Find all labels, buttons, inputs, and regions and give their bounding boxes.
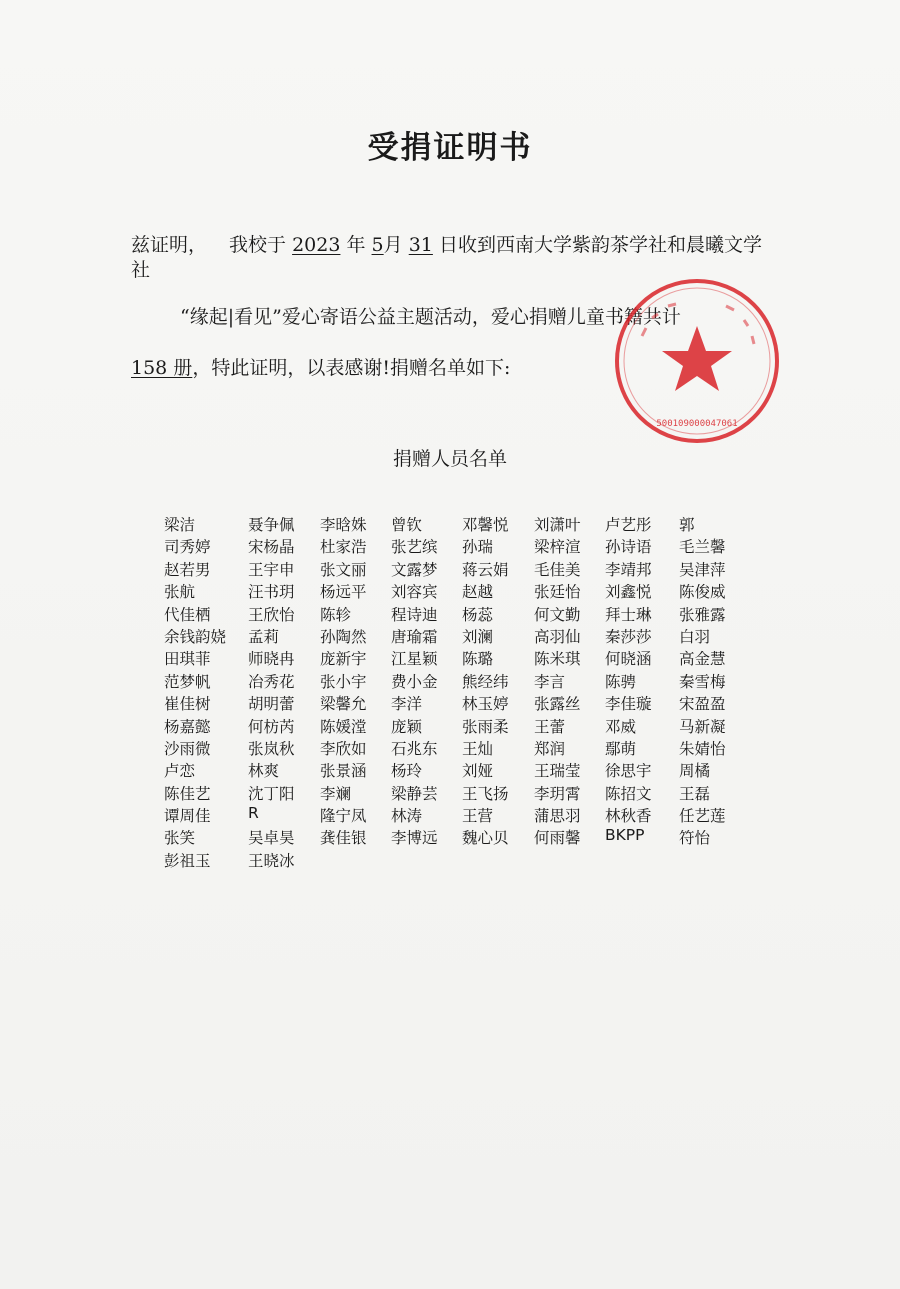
donor-name: 任艺莲 <box>679 807 726 826</box>
certificate-line-4 <box>131 353 510 380</box>
donor-name: 王蕾 <box>534 717 566 736</box>
donor-name: 杨蕊 <box>462 605 494 624</box>
donor-name: 徐思宇 <box>605 762 652 781</box>
year-unit: 年 <box>346 234 366 256</box>
donor-name: 汪书玥 <box>248 583 295 602</box>
certificate-line-3: “缘起|看见”爱心寄语公益主题活动，爱心捐赠儿童书籍共计 <box>180 306 681 328</box>
donor-name: 梁静芸 <box>391 784 438 803</box>
donor-name: 杨玲 <box>391 762 423 781</box>
donor-name: 梁馨允 <box>320 695 367 714</box>
donor-name: 师晓冉 <box>248 650 295 669</box>
donor-name: 赵若男 <box>164 560 211 579</box>
donor-name: 王瑞莹 <box>534 762 581 781</box>
donor-name: 庞颖 <box>391 717 423 736</box>
donor-name: 陈俊威 <box>679 583 726 602</box>
donor-name: 王灿 <box>462 739 494 758</box>
donor-name: 孙陶然 <box>320 627 367 646</box>
donor-name: 马新凝 <box>679 717 726 736</box>
donor-name: 吴卓昊 <box>248 829 295 848</box>
donor-name: 龚佳银 <box>320 829 367 848</box>
donor-name: 秦雪梅 <box>679 672 726 691</box>
donor-name: 胡明蕾 <box>248 695 295 714</box>
donor-name: 张景涵 <box>320 762 367 781</box>
donor-name: 杨远平 <box>320 583 367 602</box>
donor-name: 何雨馨 <box>534 829 581 848</box>
donor-name: 费小金 <box>391 672 438 691</box>
month-value: 5 <box>371 234 384 256</box>
donor-name: 王营 <box>462 807 494 826</box>
donor-name: 杨嘉懿 <box>164 717 211 736</box>
donor-name: 宋盈盈 <box>679 695 726 714</box>
donor-name: 张笑 <box>164 829 196 848</box>
line1-school: 我校于 <box>229 234 287 256</box>
donor-name: 刘鑫悦 <box>605 583 652 602</box>
donor-name: 蒲思羽 <box>534 807 581 826</box>
donor-name: 邓威 <box>605 717 637 736</box>
donor-name: 聂争佩 <box>248 516 295 534</box>
donor-name: 张小宇 <box>320 672 367 691</box>
donor-name: 蒋云娟 <box>462 560 509 579</box>
donor-name: 毛兰馨 <box>679 538 726 557</box>
donor-name: 郑润 <box>534 739 566 758</box>
donor-name: 李洋 <box>391 695 423 714</box>
donor-name: 孟莉 <box>248 627 280 646</box>
donor-name: 何文勤 <box>534 605 581 624</box>
donor-name: 张露丝 <box>534 695 581 714</box>
donor-name: 李晗姝 <box>320 516 367 534</box>
donor-name: 何枋芮 <box>248 717 295 736</box>
donor-name: 李靖邦 <box>605 560 652 579</box>
donor-name: 庞新宇 <box>320 650 367 669</box>
donor-name: 张艺缤 <box>391 538 438 557</box>
donor-name: 林玉婷 <box>462 695 509 714</box>
donor-name: 陈招文 <box>605 784 652 803</box>
donor-name: 刘澜 <box>462 627 494 646</box>
donor-name: 朱婧怡 <box>679 739 726 758</box>
donor-name: 吴津萍 <box>679 560 726 579</box>
donor-name: 杜家浩 <box>320 538 367 557</box>
donor-name: 陈璐 <box>462 650 494 669</box>
certificate-line-2: 社 <box>131 259 151 281</box>
donor-name-grid <box>164 513 739 871</box>
donor-name: 田琪菲 <box>164 650 211 669</box>
donor-name: 林涛 <box>391 807 423 826</box>
donor-name: 陈米琪 <box>534 650 581 669</box>
donor-name: 江星颖 <box>391 650 438 669</box>
donor-name: 孙诗语 <box>605 538 652 557</box>
day-value: 31 <box>408 234 433 256</box>
donor-name: 隆宁凤 <box>320 807 367 826</box>
donor-name: 沈丁阳 <box>248 784 295 803</box>
donor-name: 唐瑜霜 <box>391 627 438 646</box>
donor-name: 李言 <box>534 672 566 691</box>
donor-name: 卢恋 <box>164 762 196 781</box>
donor-name: 谭周佳 <box>164 807 211 826</box>
donor-name: 张雨柔 <box>462 717 509 736</box>
donor-name: 张航 <box>164 583 196 602</box>
donor-name: 秦莎莎 <box>605 627 652 646</box>
donor-name: 魏心贝 <box>462 829 509 848</box>
donor-name: 梁梓渲 <box>534 538 581 557</box>
year-value: 2023 <box>292 234 341 256</box>
donor-name: 司秀婷 <box>164 538 211 557</box>
donor-name: 林爽 <box>248 762 280 781</box>
donor-name: 刘潇叶 <box>534 516 581 534</box>
donor-name: 陈骋 <box>605 672 637 691</box>
book-count: 158 册 <box>131 357 193 379</box>
donor-name: 张文丽 <box>320 560 367 579</box>
donor-name: 李佳璇 <box>605 695 652 714</box>
donor-name: 周橘 <box>679 762 711 781</box>
donor-name: 孙瑞 <box>462 538 494 557</box>
donor-name: 梁洁 <box>164 516 196 534</box>
donor-name: 张廷怡 <box>534 583 581 602</box>
line1-prefix: 兹证明， <box>131 234 208 256</box>
donor-name: 余钱韵娆 <box>164 627 227 646</box>
line1-rest: 日收到西南大学紫韵茶学社和晨曦文学 <box>438 234 762 256</box>
donor-name: 王飞扬 <box>462 784 509 803</box>
donor-name: 王晓冰 <box>248 851 295 870</box>
donor-name: 李博远 <box>391 829 438 848</box>
donor-name: 代佳栖 <box>164 605 211 624</box>
donor-name: 李斓 <box>320 784 352 803</box>
donor-name: 沙雨微 <box>164 739 211 758</box>
donor-name: 彭祖玉 <box>164 851 211 870</box>
donor-name: 冶秀花 <box>248 672 295 691</box>
donor-name: 范梦帆 <box>164 672 211 691</box>
donor-name: 卢艺彤 <box>605 516 652 534</box>
donor-name: 毛佳美 <box>534 560 581 579</box>
donor-name: 张雅露 <box>679 605 726 624</box>
donor-name: 王宇申 <box>248 560 295 579</box>
donor-name: 陈媛漟 <box>320 717 367 736</box>
donor-name: 林秋香 <box>605 807 652 826</box>
donor-name: 高金慧 <box>679 650 726 669</box>
donor-name: 鄢萌 <box>605 739 637 758</box>
donor-name: 白羽 <box>679 627 711 646</box>
donor-name: 程诗迪 <box>391 605 438 624</box>
donor-name: 李欣如 <box>320 739 367 758</box>
donor-name: 曾钦 <box>391 516 423 534</box>
donor-name: 王磊 <box>679 784 711 803</box>
donor-name: 崔佳树 <box>164 695 211 714</box>
donor-name: 张岚秋 <box>248 739 295 758</box>
donor-name: 宋杨晶 <box>248 538 295 557</box>
donor-name: 刘容宾 <box>391 583 438 602</box>
donor-name: R <box>248 804 259 823</box>
donor-name: 李玥霄 <box>534 784 581 803</box>
donor-name: 符怡 <box>679 829 711 848</box>
donor-name: 石兆东 <box>391 739 438 758</box>
donor-name: 陈轸 <box>320 605 352 624</box>
donor-name: BKPP <box>605 826 645 845</box>
donor-name: 王欣怡 <box>248 605 295 624</box>
donor-name: 陈佳艺 <box>164 784 211 803</box>
certificate-line-1 <box>131 230 762 257</box>
month-unit: 月 <box>383 234 403 256</box>
red-star-seal-icon <box>612 276 782 446</box>
donor-name: 何晓涵 <box>605 650 652 669</box>
list-title: 捐赠人员名单 <box>392 448 507 470</box>
stamp-code: 500109000047061 <box>656 419 738 429</box>
donor-name: 郭 <box>679 516 695 534</box>
donor-name: 文露梦 <box>391 560 438 579</box>
donor-name: 刘娅 <box>462 762 494 781</box>
donor-name: 赵越 <box>462 583 494 602</box>
donor-name: 熊经纬 <box>462 672 509 691</box>
page-title: 受捐证明书 <box>367 130 533 166</box>
donor-name: 高羽仙 <box>534 627 581 646</box>
line4-rest: ，特此证明，以表感谢!捐赠名单如下: <box>192 357 511 379</box>
donor-name: 拜士琳 <box>605 605 652 624</box>
donor-name: 邓馨悦 <box>462 516 509 534</box>
